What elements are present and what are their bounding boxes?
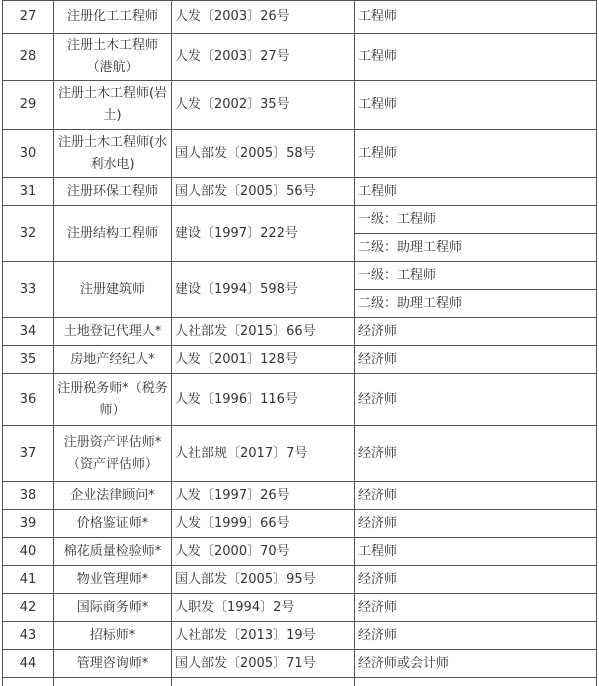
table-row bbox=[3, 594, 597, 622]
qualification-name: 注册资产评估师*（资产评估师） bbox=[54, 426, 172, 482]
document-number: 人社部规〔2017〕7号 bbox=[172, 426, 355, 482]
row-number: 34 bbox=[3, 318, 54, 346]
title-level: 经济师 bbox=[355, 426, 597, 482]
table-row bbox=[3, 130, 597, 178]
row-number: 30 bbox=[3, 130, 54, 178]
row-number: 33 bbox=[3, 262, 54, 318]
title-level: 工程师 bbox=[355, 1, 597, 34]
document-number: 人发〔2000〕70号 bbox=[172, 538, 355, 566]
document-number: 国人部发〔2005〕71号 bbox=[172, 650, 355, 678]
document-number: 人发〔2002〕35号 bbox=[172, 81, 355, 130]
qualification-name: 注册结构工程师 bbox=[54, 206, 172, 262]
table-row bbox=[3, 482, 597, 510]
row-number: 43 bbox=[3, 622, 54, 650]
table-row bbox=[3, 426, 597, 482]
title-level: 工程师 bbox=[355, 34, 597, 81]
row-number: 41 bbox=[3, 566, 54, 594]
document-number: 国人部发〔2005〕58号 bbox=[172, 130, 355, 178]
title-level: 经济师 bbox=[355, 374, 597, 426]
title-level: 工程师 bbox=[355, 81, 597, 130]
title-level: 经济师 bbox=[355, 510, 597, 538]
table-row bbox=[3, 178, 597, 206]
qualification-name: 物业管理师* bbox=[54, 566, 172, 594]
row-number: 38 bbox=[3, 482, 54, 510]
document-number: 人发〔2003〕27号 bbox=[172, 34, 355, 81]
document-number: 建设〔1997〕222号 bbox=[172, 206, 355, 262]
row-number: 39 bbox=[3, 510, 54, 538]
qualification-name: 国际商务师* bbox=[54, 594, 172, 622]
document-number: 人发〔2003〕26号 bbox=[172, 1, 355, 34]
row-number: 36 bbox=[3, 374, 54, 426]
title-level: 一级：工程师 bbox=[355, 206, 597, 234]
qualification-name: 土地登记代理人* bbox=[54, 318, 172, 346]
title-level: 经济师 bbox=[355, 346, 597, 374]
row-number: 31 bbox=[3, 178, 54, 206]
table-row bbox=[3, 1, 597, 34]
document-number: 人发〔2001〕128号 bbox=[172, 346, 355, 374]
row-number: 28 bbox=[3, 34, 54, 81]
table-row bbox=[3, 622, 597, 650]
table-row bbox=[3, 262, 597, 290]
row-number: 32 bbox=[3, 206, 54, 262]
document-number: 人社部发〔2015〕66号 bbox=[172, 318, 355, 346]
title-level: 经济师 bbox=[355, 594, 597, 622]
row-number: 27 bbox=[3, 1, 54, 34]
qualification-name: 注册建筑师 bbox=[54, 262, 172, 318]
title-level: 经济师 bbox=[355, 566, 597, 594]
qualification-name: 价格鉴证师* bbox=[54, 510, 172, 538]
document-number: 人发〔1997〕26号 bbox=[172, 482, 355, 510]
table-row bbox=[3, 34, 597, 81]
qualification-name: 注册土木工程师(水利水电) bbox=[54, 130, 172, 178]
qualification-name: 招标师* bbox=[54, 622, 172, 650]
table-row bbox=[3, 538, 597, 566]
table-row bbox=[3, 374, 597, 426]
row-number: 35 bbox=[3, 346, 54, 374]
title-level: 二级：助理工程师 bbox=[355, 234, 597, 262]
qualification-name: 房地产经纪人* bbox=[54, 346, 172, 374]
title-level: 工程师 bbox=[355, 178, 597, 206]
document-number: 人发〔1996〕116号 bbox=[172, 374, 355, 426]
document-number: 建设〔1994〕598号 bbox=[172, 262, 355, 318]
row-number: 42 bbox=[3, 594, 54, 622]
document-number: 人社部发〔2013〕19号 bbox=[172, 622, 355, 650]
document-number: 国人部发〔2005〕95号 bbox=[172, 566, 355, 594]
document-number: 国人部发〔2005〕56号 bbox=[172, 178, 355, 206]
qualification-name: 棉花质量检验师* bbox=[54, 538, 172, 566]
qualification-name: 管理咨询师* bbox=[54, 650, 172, 678]
title-level: 经济师 bbox=[355, 622, 597, 650]
qualification-name: 注册环保工程师 bbox=[54, 178, 172, 206]
title-level: 工程师 bbox=[355, 538, 597, 566]
table-row bbox=[3, 566, 597, 594]
qualification-name: 注册化工工程师 bbox=[54, 1, 172, 34]
table-row bbox=[3, 510, 597, 538]
qualification-name: 注册税务师*（税务师） bbox=[54, 374, 172, 426]
qualification-table bbox=[2, 0, 597, 686]
row-number: 29 bbox=[3, 81, 54, 130]
title-level: 工程师 bbox=[355, 130, 597, 178]
title-level: 经济师 bbox=[355, 482, 597, 510]
table-row bbox=[3, 650, 597, 678]
document-number: 人职发〔1994〕2号 bbox=[172, 594, 355, 622]
qualification-name: 企业法律顾问* bbox=[54, 482, 172, 510]
title-level: 一级：工程师 bbox=[355, 262, 597, 290]
document-number: 人发〔1999〕66号 bbox=[172, 510, 355, 538]
qualification-name: 注册土木工程师(岩土) bbox=[54, 81, 172, 130]
qualification-name: 注册土木工程师（港航） bbox=[54, 34, 172, 81]
row-number: 40 bbox=[3, 538, 54, 566]
table-row bbox=[3, 81, 597, 130]
title-level: 经济师或会计师 bbox=[355, 650, 597, 678]
row-number: 37 bbox=[3, 426, 54, 482]
table-row bbox=[3, 318, 597, 346]
table-row bbox=[3, 346, 597, 374]
title-level: 二级：助理工程师 bbox=[355, 290, 597, 318]
row-number: 44 bbox=[3, 650, 54, 678]
table-row bbox=[3, 206, 597, 234]
title-level: 经济师 bbox=[355, 318, 597, 346]
